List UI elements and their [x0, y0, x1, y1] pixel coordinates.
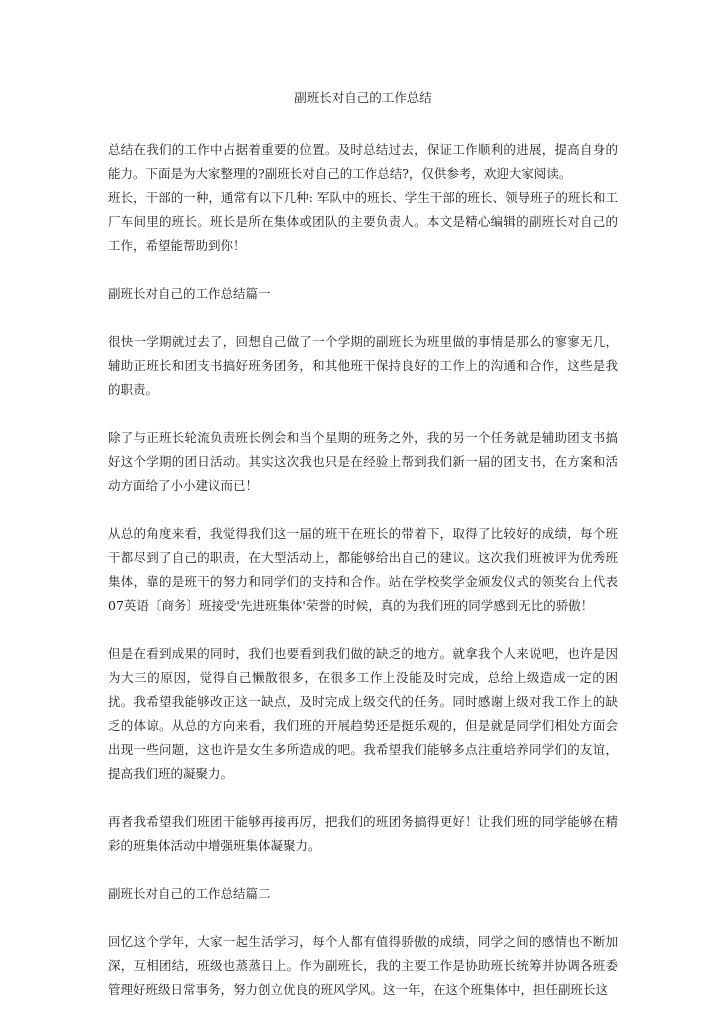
paragraph-2: 除了与正班长轮流负责班长例会和当个星期的班务之外，我的另一个任务就是辅助团支书搞好这个学期的团日活动。其实这次我也只是在经验上帮到我们新一届的团支书，在方案和活动方面给了小小建议而已！ [108, 430, 618, 493]
document-body [108, 88, 618, 1026]
paragraph-1: 很快一学期就过去了，回想自己做了一个学期的副班长为班里做的事情是那么的寥寥无几，辅助正班长和团支书搞好班务团务，和其他班干保持良好的工作上的沟通和合作，这些是我的职责。 [108, 334, 618, 397]
intro-paragraph-2: 班长，干部的一种，通常有以下几种: 军队中的班长、学生干部的班长、领导班子的班长和工厂车间里的班长。班长是所在集体或团队的主要负责人。本文是精心编辑的副班长对自己的工作，希望能帮助到你！ [108, 190, 618, 253]
paragraph-6: 回忆这个学年，大家一起生活学习，每个人都有值得骄傲的成绩，同学之间的感情也不断加深，互相团结，班级也蒸蒸日上。作为副班长，我的主要工作是协助班长统筹并协调各班委管理好班级日常事务，努力创立优良的班风学风。这一年，在这个班集体中，担任副班长这 [108, 934, 618, 997]
paragraph-4: 但是在看到成果的同时，我们也要看到我们做的缺乏的地方。就拿我个人来说吧，也许是因为大三的原因，觉得自己懒散很多，在很多工作上没能及时完成，总给上级造成一定的困扰。我希望我能够改正这一缺点，及时完成上级交代的任务。同时感谢上级对我工作上的缺乏的体谅。从总的方向来看，我们班的开展趋势还是挺乐观的，但是就是同学们相处方面会出现一些问题，这也许是女生多所造成的吧。我希望我们能够多点注重培养同学们的友谊，提高我们班的凝聚力。 [108, 646, 618, 781]
section-heading-1: 副班长对自己的工作总结篇一 [108, 286, 271, 301]
paragraph-5: 再者我希望我们班团干能够再接再厉，把我们的班团务搞得更好！让我们班的同学能够在精彩的班集体活动中增强班集体凝聚力。 [108, 814, 618, 853]
section-heading-2: 副班长对自己的工作总结篇二 [108, 886, 271, 901]
document-title: 副班长对自己的工作总结 [294, 90, 432, 105]
intro-paragraph-1: 总结在我们的工作中占据着重要的位置。及时总结过去，保证工作顺利的进展，提高自身的能力。下面是为大家整理的?副班长对自己的工作总结?，仅供参考，欢迎大家阅读。 [108, 142, 618, 181]
paragraph-3: 从总的角度来看，我觉得我们这一届的班干在班长的带着下，取得了比较好的成绩，每个班干都尽到了自己的职责，在大型活动上，都能够给出自己的建议。这次我们班被评为优秀班集体，靠的是班干的努力和同学们的支持和合作。站在学校奖学金颁发仪式的领奖台上代表07英语〔商务〕班接受'先进班集体'荣誉的时候，真的为我们班的同学感到无比的骄傲！ [108, 526, 618, 613]
